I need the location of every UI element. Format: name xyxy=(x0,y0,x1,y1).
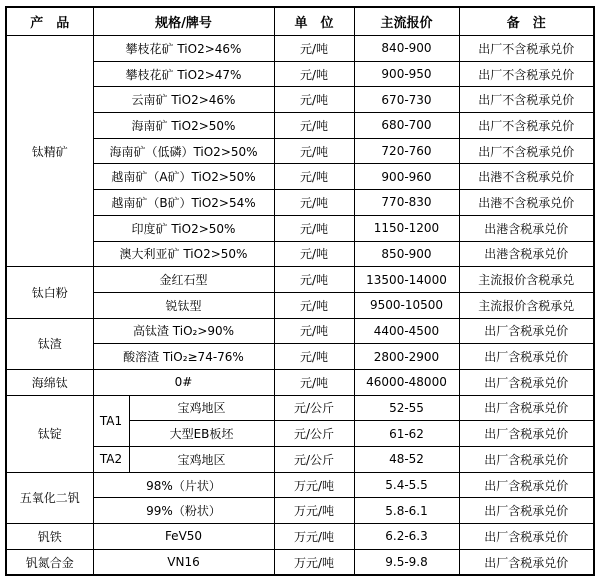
unit-cell: 元/吨 xyxy=(274,369,354,395)
table-row xyxy=(6,344,594,370)
note-cell: 出厂含税承兑价 xyxy=(459,318,594,344)
spec-cell: 98%（片状） xyxy=(93,472,274,498)
spec-cell: 锐钛型 xyxy=(93,292,274,318)
table-row xyxy=(6,87,594,113)
note-cell: 出厂含税承兑价 xyxy=(459,447,594,473)
spec-cell: 99%（粉状） xyxy=(93,498,274,524)
note-cell: 出厂含税承兑价 xyxy=(459,395,594,421)
table-row xyxy=(6,369,594,395)
note-cell: 主流报价含税承兑 xyxy=(459,267,594,293)
col-header-unit: 单 位 xyxy=(274,7,354,36)
table-row xyxy=(6,241,594,267)
price-cell: 770-830 xyxy=(354,190,459,216)
note-cell: 出厂不含税承兑价 xyxy=(459,87,594,113)
price-cell: 680-700 xyxy=(354,113,459,139)
table-row xyxy=(6,215,594,241)
price-cell: 850-900 xyxy=(354,241,459,267)
product-cell: 钛锭 xyxy=(6,395,93,472)
spec-cell: 酸溶渣 TiO₂≥74-76% xyxy=(93,344,274,370)
table-row xyxy=(6,498,594,524)
grade-cell: TA1 xyxy=(93,395,129,446)
price-cell: 1150-1200 xyxy=(354,215,459,241)
note-cell: 主流报价含税承兑 xyxy=(459,292,594,318)
unit-cell: 元/公斤 xyxy=(274,447,354,473)
table-row xyxy=(6,447,594,473)
price-cell: 52-55 xyxy=(354,395,459,421)
price-cell: 5.4-5.5 xyxy=(354,472,459,498)
unit-cell: 万元/吨 xyxy=(274,472,354,498)
spec-cell: 越南矿（B矿）TiO2>54% xyxy=(93,190,274,216)
price-cell: 900-960 xyxy=(354,164,459,190)
price-cell: 670-730 xyxy=(354,87,459,113)
price-cell: 46000-48000 xyxy=(354,369,459,395)
price-cell: 48-52 xyxy=(354,447,459,473)
unit-cell: 元/吨 xyxy=(274,164,354,190)
unit-cell: 万元/吨 xyxy=(274,549,354,575)
table-row xyxy=(6,292,594,318)
spec-cell: 云南矿 TiO2>46% xyxy=(93,87,274,113)
table-row xyxy=(6,524,594,550)
col-header-note: 备 注 xyxy=(459,7,594,36)
price-cell: 9500-10500 xyxy=(354,292,459,318)
price-cell: 13500-14000 xyxy=(354,267,459,293)
product-cell: 海绵钛 xyxy=(6,369,93,395)
spec-cell: 海南矿 TiO2>50% xyxy=(93,113,274,139)
table-row xyxy=(6,549,594,575)
unit-cell: 元/吨 xyxy=(274,87,354,113)
unit-cell: 元/吨 xyxy=(274,190,354,216)
price-cell: 6.2-6.3 xyxy=(354,524,459,550)
product-cell: 钛白粉 xyxy=(6,267,93,318)
spec-cell: 0# xyxy=(93,369,274,395)
note-cell: 出厂不含税承兑价 xyxy=(459,113,594,139)
product-cell: 钛精矿 xyxy=(6,36,93,267)
header-row xyxy=(6,7,594,36)
spec-cell: 印度矿 TiO2>50% xyxy=(93,215,274,241)
product-cell: 钒氮合金 xyxy=(6,549,93,575)
note-cell: 出厂含税承兑价 xyxy=(459,549,594,575)
table-row xyxy=(6,138,594,164)
table-row xyxy=(6,318,594,344)
grade-cell: TA2 xyxy=(93,447,129,473)
note-cell: 出厂含税承兑价 xyxy=(459,344,594,370)
note-cell: 出厂含税承兑价 xyxy=(459,524,594,550)
note-cell: 出厂不含税承兑价 xyxy=(459,61,594,87)
note-cell: 出厂含税承兑价 xyxy=(459,472,594,498)
unit-cell: 元/吨 xyxy=(274,267,354,293)
price-cell: 5.8-6.1 xyxy=(354,498,459,524)
table-row xyxy=(6,61,594,87)
table-row xyxy=(6,472,594,498)
table-row xyxy=(6,190,594,216)
spec-cell: 攀枝花矿 TiO2>46% xyxy=(93,36,274,62)
spec-cell: VN16 xyxy=(93,549,274,575)
spec-cell: 宝鸡地区 xyxy=(129,395,274,421)
price-cell: 61-62 xyxy=(354,421,459,447)
product-cell: 钒铁 xyxy=(6,524,93,550)
unit-cell: 元/吨 xyxy=(274,113,354,139)
note-cell: 出厂不含税承兑价 xyxy=(459,36,594,62)
unit-cell: 元/吨 xyxy=(274,138,354,164)
table-row xyxy=(6,113,594,139)
spec-cell: 高钛渣 TiO₂>90% xyxy=(93,318,274,344)
spec-cell: 大型EB板坯 xyxy=(129,421,274,447)
unit-cell: 元/公斤 xyxy=(274,395,354,421)
unit-cell: 元/吨 xyxy=(274,36,354,62)
unit-cell: 元/吨 xyxy=(274,292,354,318)
table-row xyxy=(6,164,594,190)
unit-cell: 万元/吨 xyxy=(274,524,354,550)
note-cell: 出港不含税承兑价 xyxy=(459,190,594,216)
unit-cell: 元/公斤 xyxy=(274,421,354,447)
col-header-price: 主流报价 xyxy=(354,7,459,36)
spec-cell: 金红石型 xyxy=(93,267,274,293)
col-header-spec: 规格/牌号 xyxy=(93,7,274,36)
spec-cell: 宝鸡地区 xyxy=(129,447,274,473)
note-cell: 出厂含税承兑价 xyxy=(459,498,594,524)
spec-cell: 攀枝花矿 TiO2>47% xyxy=(93,61,274,87)
table-row xyxy=(6,395,594,421)
unit-cell: 元/吨 xyxy=(274,241,354,267)
unit-cell: 元/吨 xyxy=(274,61,354,87)
table-row xyxy=(6,267,594,293)
note-cell: 出厂不含税承兑价 xyxy=(459,138,594,164)
spec-cell: FeV50 xyxy=(93,524,274,550)
price-cell: 2800-2900 xyxy=(354,344,459,370)
note-cell: 出厂含税承兑价 xyxy=(459,369,594,395)
unit-cell: 元/吨 xyxy=(274,318,354,344)
price-cell: 4400-4500 xyxy=(354,318,459,344)
price-table xyxy=(5,6,595,576)
price-cell: 9.5-9.8 xyxy=(354,549,459,575)
unit-cell: 元/吨 xyxy=(274,215,354,241)
table-row xyxy=(6,36,594,62)
col-header-product: 产 品 xyxy=(6,7,93,36)
product-cell: 钛渣 xyxy=(6,318,93,369)
price-cell: 720-760 xyxy=(354,138,459,164)
unit-cell: 万元/吨 xyxy=(274,498,354,524)
price-cell: 900-950 xyxy=(354,61,459,87)
spec-cell: 澳大利亚矿 TiO2>50% xyxy=(93,241,274,267)
note-cell: 出港不含税承兑价 xyxy=(459,164,594,190)
note-cell: 出港含税承兑价 xyxy=(459,215,594,241)
unit-cell: 元/吨 xyxy=(274,344,354,370)
spec-cell: 越南矿（A矿）TiO2>50% xyxy=(93,164,274,190)
spec-cell: 海南矿（低磷）TiO2>50% xyxy=(93,138,274,164)
product-cell: 五氧化二钒 xyxy=(6,472,93,523)
price-cell: 840-900 xyxy=(354,36,459,62)
note-cell: 出港含税承兑价 xyxy=(459,241,594,267)
note-cell: 出厂含税承兑价 xyxy=(459,421,594,447)
